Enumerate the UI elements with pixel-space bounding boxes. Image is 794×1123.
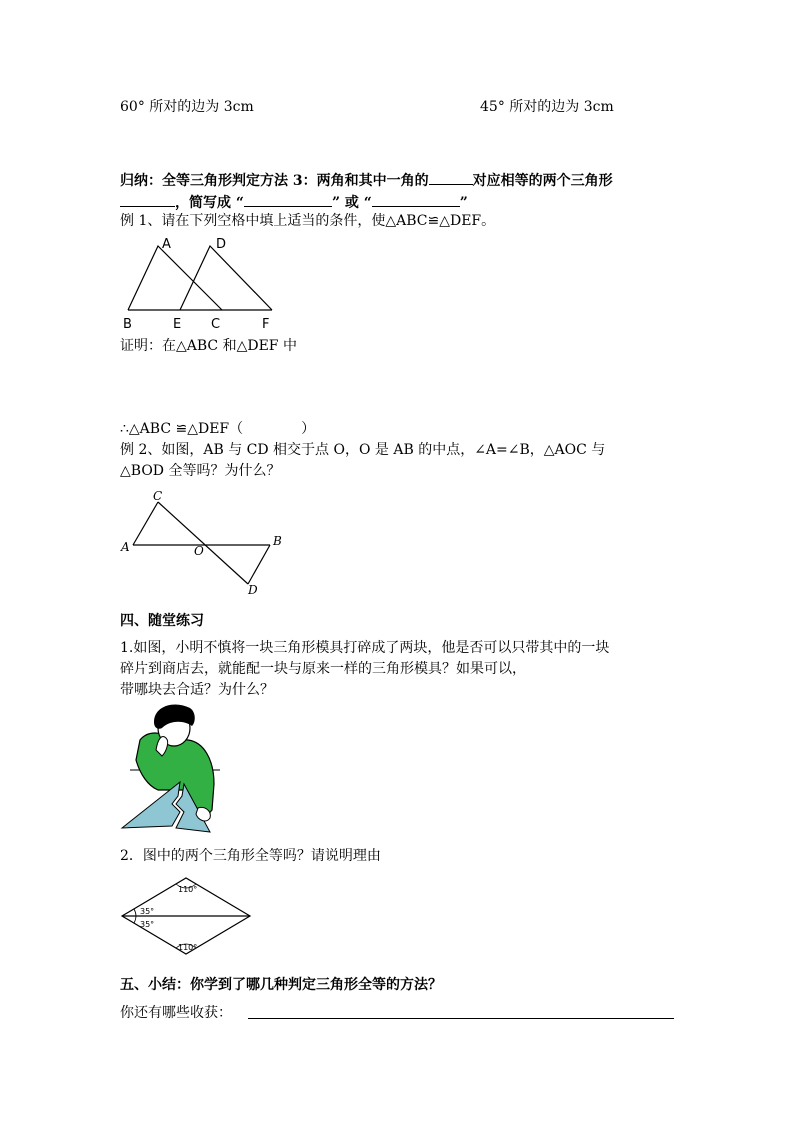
practice-heading: 四、随堂练习 bbox=[120, 613, 204, 629]
summary-text-a: 归纳：全等三角形判定方法 3：两角和其中一角的 bbox=[120, 173, 429, 189]
blank-line[interactable] bbox=[372, 193, 460, 207]
q1-line-2: 碎片到商店去，就能配一块与原来一样的三角形模具？如果可以， bbox=[120, 661, 526, 677]
top-left-text: 60° 所对的边为 3cm bbox=[120, 99, 254, 115]
triangle-abc bbox=[128, 246, 222, 310]
label-a: A bbox=[162, 237, 171, 252]
summary-text-c: ，简写成 “ bbox=[175, 195, 244, 211]
summary-text-b: 对应相等的两个三角形 bbox=[472, 173, 613, 189]
example1-title: 例 1、请在下列空格中填上适当的条件，使△ABC≌△DEF。 bbox=[120, 213, 496, 229]
segment-bd bbox=[248, 545, 270, 584]
label-e: E bbox=[173, 317, 182, 332]
gains-answer-line[interactable] bbox=[248, 1018, 674, 1019]
blank-line[interactable] bbox=[429, 171, 473, 185]
label-o: O bbox=[194, 544, 204, 558]
q1-line-1: 1.如图，小明不慎将一块三角形模具打碎成了两块，他是否可以只带其中的一块 bbox=[120, 640, 610, 656]
summary-line-2 bbox=[120, 193, 468, 212]
triangle-def bbox=[180, 246, 272, 310]
angle-label-left-top: 35° bbox=[140, 907, 155, 916]
conclusion-line bbox=[120, 420, 315, 438]
angle-label-left-bottom: 35° bbox=[140, 920, 155, 929]
segment-cd bbox=[158, 502, 248, 584]
proof-text: 证明：在△ABC 和△DEF 中 bbox=[120, 338, 297, 354]
blank-line[interactable] bbox=[244, 193, 332, 207]
gains-line bbox=[120, 1004, 232, 1022]
summary-text-e: ” bbox=[459, 195, 468, 211]
summary-text-d: ” 或 “ bbox=[331, 195, 372, 211]
triangle-shard-left bbox=[122, 782, 180, 828]
angle-label-bottom: 110° bbox=[178, 943, 198, 952]
conclusion-text-a: ∴△ABC ≌△DEF（ bbox=[120, 421, 244, 437]
label-a: A bbox=[121, 540, 130, 554]
conclusion-text-b: ） bbox=[301, 421, 316, 437]
example2-figure bbox=[115, 488, 295, 598]
segment-ac bbox=[133, 502, 158, 545]
example2-line-2: △BOD 全等吗？为什么？ bbox=[120, 463, 281, 479]
blank-line[interactable] bbox=[120, 193, 175, 207]
angle-label-top: 110° bbox=[178, 885, 198, 894]
label-b: B bbox=[273, 534, 282, 548]
conclusion-heading: 五、小结：你学到了哪几种判定三角形全等的方法？ bbox=[120, 977, 442, 993]
example2-line-1: 例 2、如图，AB 与 CD 相交于点 O，O 是 AB 的中点，∠A=∠B，△AOC 与 bbox=[120, 442, 606, 458]
label-d: D bbox=[248, 583, 258, 597]
label-b: B bbox=[123, 317, 132, 332]
top-right-text: 45° 所对的边为 3cm bbox=[480, 99, 614, 115]
q1-line-3: 带哪块去合适？为什么？ bbox=[120, 682, 274, 698]
q2-figure bbox=[116, 870, 256, 962]
label-c: C bbox=[153, 489, 163, 503]
label-f: F bbox=[262, 317, 270, 332]
label-d: D bbox=[216, 237, 227, 252]
gains-label: 你还有哪些收获： bbox=[120, 1005, 232, 1021]
q2-text: 2．图中的两个三角形全等吗？请说明理由 bbox=[120, 848, 381, 864]
example1-figure bbox=[110, 232, 290, 334]
summary-line-1 bbox=[120, 171, 613, 190]
boy-illustration bbox=[118, 700, 228, 840]
label-c: C bbox=[211, 317, 221, 332]
